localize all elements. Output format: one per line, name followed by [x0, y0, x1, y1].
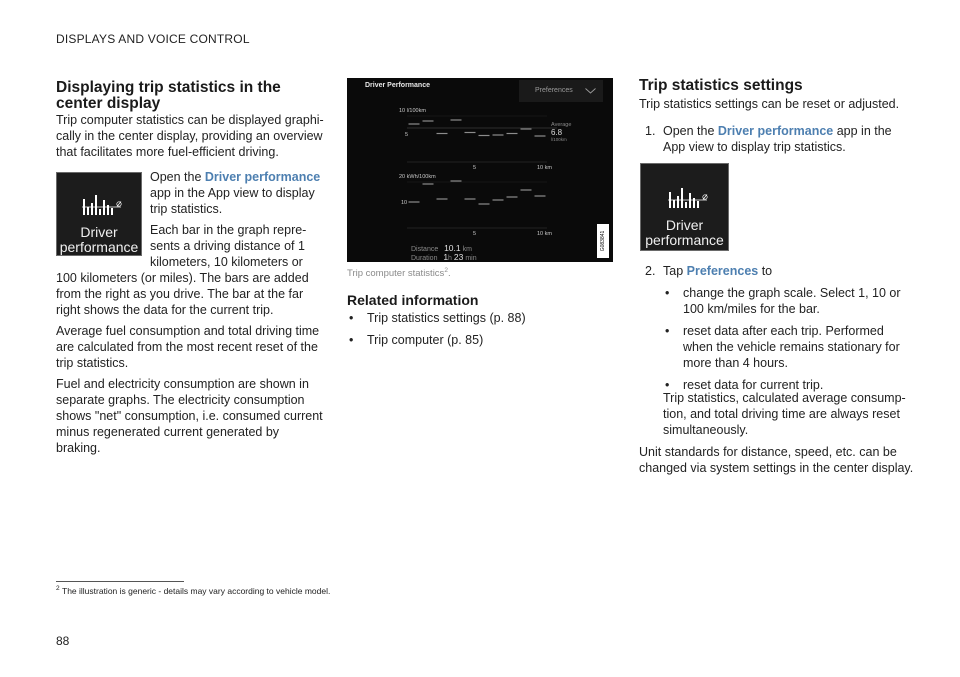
- average-label: Average: [551, 122, 572, 128]
- related-item-trip-statistics-settings[interactable]: • Trip statistics settings (p. 88): [347, 310, 607, 326]
- icon-label-line-1: Driver: [665, 217, 704, 233]
- average-value: 6.8: [551, 128, 563, 137]
- driver-performance-screen-figure: [347, 78, 613, 262]
- average-paragraph: Average fuel consumption and total driving time are calculated from the most recent reset of the trip statistics.: [56, 324, 320, 370]
- distance-label: Distance: [411, 246, 439, 253]
- elec-y-mid: 10: [401, 200, 408, 206]
- page-heading-right: Trip statistics settings: [639, 77, 803, 94]
- distance-value: 10.1: [444, 243, 461, 253]
- distance-unit: km: [462, 246, 472, 253]
- elec-x-mid: 5: [473, 231, 477, 237]
- screen-title: Driver Performance: [365, 82, 430, 89]
- page-heading-left: Displaying trip statistics in the center display: [56, 79, 281, 112]
- caption-footnote-ref: 2: [444, 267, 448, 274]
- step-2-pre: Tap: [663, 264, 687, 278]
- preferences-label: Preferences: [535, 87, 573, 94]
- fuel-x-end: 10 km: [537, 165, 552, 171]
- step-1-text: [663, 123, 913, 155]
- step-1-post: app in the App view to display trip statistics.: [663, 124, 892, 154]
- intro-paragraph: Trip computer statistics can be displayed graphi-cally in the center display, providing an overview that facilitates more fuel-efficient driving.: [56, 113, 324, 159]
- open-pre-text: Open the: [150, 170, 205, 184]
- duration-hours-unit: h: [448, 255, 452, 262]
- icon-label-line-2: performance: [645, 232, 724, 248]
- footnote-text: The illustration is generic - details may vary according to vehicle model.: [62, 585, 331, 596]
- option-graph-scale: • change the graph scale. Select 1, 10 or 100 km/miles for the bar.: [663, 285, 913, 317]
- figure-caption: [347, 267, 451, 279]
- option-reset-after-trip: • reset data after each trip. Performed when the vehicle remains stationary for more than 4 hours.: [663, 323, 913, 371]
- driver-performance-link: Driver performance: [204, 170, 321, 184]
- elec-y-top: 20: [399, 174, 406, 180]
- footnote-number: 2: [56, 585, 60, 592]
- settings-intro: Trip statistics settings can be reset or adjusted.: [639, 97, 900, 111]
- preferences-options-list: [663, 285, 913, 393]
- footnote-rule: [56, 581, 184, 582]
- section-header: DISPLAYS AND VOICE CONTROL: [56, 32, 250, 46]
- step-2-number: 2.: [645, 264, 656, 278]
- duration-row: [411, 252, 477, 262]
- fuel-y-top: 10: [399, 108, 406, 114]
- figure-code-tag: [597, 224, 609, 258]
- page-number: 88: [56, 634, 70, 648]
- step-2-text: [663, 263, 913, 279]
- bar-chart-icon: [81, 187, 125, 219]
- average-unit: l/100km: [551, 137, 567, 142]
- open-app-paragraph: [150, 169, 322, 217]
- reset-note: Trip statistics, calculated average consump-tion, and total driving time are always reset simultaneously.: [663, 391, 906, 437]
- electricity-graph: [407, 181, 547, 228]
- icon-label-line-1: Driver: [80, 224, 118, 240]
- step-1-number: 1.: [645, 124, 656, 138]
- related-information-heading: Related information: [347, 292, 479, 308]
- driver-performance-app-icon-right: [640, 163, 729, 251]
- open-post-text: app in the App view to display trip statistics.: [150, 186, 315, 216]
- fuel-x-mid: 5: [473, 165, 477, 171]
- step-2-link: Preferences: [686, 264, 759, 278]
- unit-standards-paragraph: Unit standards for distance, speed, etc. can be changed via system settings in the center display.: [639, 445, 914, 475]
- option-reset-current-trip: • reset data for current trip.: [663, 377, 913, 393]
- step-1-pre: Open the: [663, 124, 718, 138]
- duration-minutes-unit: min: [465, 255, 477, 262]
- driver-performance-app-icon: [56, 172, 142, 256]
- step-2-post: to: [758, 264, 773, 278]
- fuel-unit: l/100km: [406, 108, 426, 114]
- step-1-link: Driver performance: [717, 124, 834, 138]
- bar-description-part-2: 100 kilometers (or miles). The bars are added from the right as you drive. The bar at the far right shows the data for the current trip.: [56, 271, 309, 317]
- elec-x-end: 10 km: [537, 231, 552, 237]
- figure-code: G083841: [600, 230, 606, 252]
- footnote: [56, 585, 330, 596]
- related-item-trip-computer[interactable]: • Trip computer (p. 85): [347, 332, 607, 348]
- fuel-graph: [407, 116, 557, 162]
- consumption-paragraph: Fuel and electricity consumption are shown in separate graphs. The electricity consumption shows "net" consumption, i.e. consumed current minus regenerated current generated by braking.: [56, 377, 323, 455]
- related-list: [347, 310, 607, 348]
- trip-graphs: [347, 78, 613, 262]
- caption-text: Trip computer statistics: [347, 268, 445, 280]
- duration-hours: 1: [443, 252, 449, 262]
- duration-minutes: 23: [453, 252, 464, 262]
- fuel-y-mid: 5: [405, 132, 409, 138]
- bar-chart-icon: [667, 180, 711, 212]
- elec-unit: kWh/100km: [406, 174, 436, 180]
- caption-end: .: [447, 268, 451, 280]
- duration-label: Duration: [411, 255, 438, 262]
- bar-description-part-1: Each bar in the graph repre-sents a driving distance of 1 kilometers, 10 kilometers or: [150, 223, 307, 269]
- icon-label-line-2: performance: [59, 239, 139, 255]
